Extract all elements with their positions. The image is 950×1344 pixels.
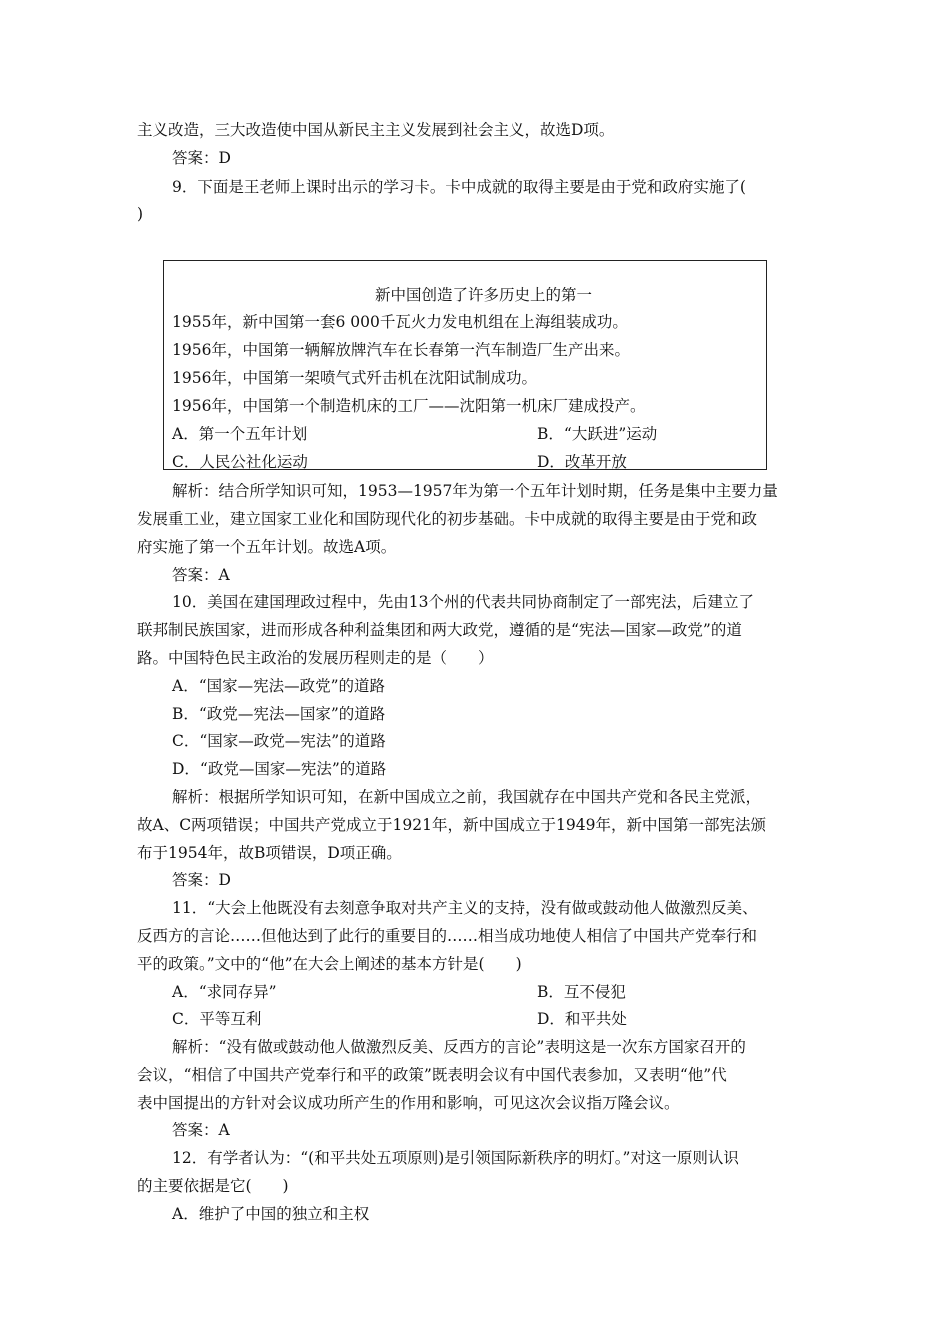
q9-answer: 答案：A xyxy=(172,566,230,584)
q11-analysis-line: 会议，“相信了中国共产党奉行和平的政策”既表明会议有中国代表参加，又表明“他”代 xyxy=(137,1066,727,1084)
q9-option-b: B．“大跃进”运动 xyxy=(537,425,658,443)
q11-answer: 答案：A xyxy=(172,1121,230,1139)
q9-analysis-line: 发展重工业，建立国家工业化和国防现代化的初步基础。卡中成就的取得主要是由于党和政 xyxy=(137,510,758,528)
q10-analysis-line: 故A、C两项错误；中国共产党成立于1921年，新中国成立于1949年，新中国第一部宪法颁 xyxy=(137,816,766,834)
q11-stem-line: 11．“大会上他既没有去刻意争取对共产主义的支持，没有做或鼓动他人做激烈反美、 xyxy=(172,899,758,917)
q12-stem-line: 12．有学者认为：“(和平共处五项原则)是引领国际新秩序的明灯。”对这一原则认识 xyxy=(172,1149,739,1167)
q12-stem-line: 的主要依据是它( ) xyxy=(137,1177,289,1195)
q9-card-item: 1956年，中国第一个制造机床的工厂——沈阳第一机床厂建成投产。 xyxy=(172,397,646,415)
q11-option-c: C．平等互利 xyxy=(172,1010,262,1028)
q10-answer: 答案：D xyxy=(172,871,231,889)
q12-option-a: A．维护了中国的独立和主权 xyxy=(172,1205,370,1223)
q9-stem-line2: ) xyxy=(137,205,144,223)
q9-option-a: A．第一个五年计划 xyxy=(172,425,308,443)
q10-stem-line: 10．美国在建国理政过程中，先由13个州的代表共同协商制定了一部宪法，后建立了 xyxy=(172,593,754,611)
q9-option-c: C．人民公社化运动 xyxy=(172,453,308,471)
q9-card-item: 1956年，中国第一架喷气式歼击机在沈阳试制成功。 xyxy=(172,369,537,387)
q11-stem-line: 平的政策。”文中的“他”在大会上阐述的基本方针是( ) xyxy=(137,955,522,973)
q9-analysis-line: 解析：结合所学知识可知，1953—1957年为第一个五年计划时期，任务是集中主要力量 xyxy=(172,482,778,500)
q11-option-d: D．和平共处 xyxy=(537,1010,627,1028)
q10-option-d: D．“政党—国家—宪法”的道路 xyxy=(172,760,387,778)
q10-analysis-line: 解析：根据所学知识可知，在新中国成立之前，我国就存在中国共产党和各民主党派， xyxy=(172,788,762,806)
q9-card-title: 新中国创造了许多历史上的第一 xyxy=(375,286,593,304)
prev-analysis-tail: 主义改造，三大改造使中国从新民主主义发展到社会主义，故选D项。 xyxy=(137,121,615,139)
q9-card-item: 1956年，中国第一辆解放牌汽车在长春第一汽车制造厂生产出来。 xyxy=(172,341,630,359)
q9-analysis-line: 府实施了第一个五年计划。故选A项。 xyxy=(137,538,397,556)
prev-answer: 答案：D xyxy=(172,149,231,167)
q10-option-b: B．“政党—宪法—国家”的道路 xyxy=(172,705,386,723)
q9-option-d: D．改革开放 xyxy=(537,453,627,471)
q11-option-a: A．“求同存异” xyxy=(172,983,277,1001)
q9-stem-line1: 9．下面是王老师上课时出示的学习卡。卡中成就的取得主要是由于党和政府实施了( xyxy=(172,178,746,196)
q10-option-c: C．“国家—政党—宪法”的道路 xyxy=(172,732,386,750)
q10-analysis-line: 布于1954年，故B项错误，D项正确。 xyxy=(137,844,402,862)
q11-analysis-line: 表中国提出的方针对会议成功所产生的作用和影响，可见这次会议指万隆会议。 xyxy=(137,1094,680,1112)
q10-stem-line: 路。中国特色民主政治的发展历程则走的是（ ） xyxy=(137,649,494,667)
q9-card-item: 1955年，新中国第一套6 000千瓦火力发电机组在上海组装成功。 xyxy=(172,313,628,331)
q11-stem-line: 反西方的言论……但他达到了此行的重要目的……相当成功地使人相信了中国共产党奉行和 xyxy=(137,927,758,945)
q11-option-b: B．互不侵犯 xyxy=(537,983,626,1001)
q10-option-a: A．“国家—宪法—政党”的道路 xyxy=(172,677,386,695)
q10-stem-line: 联邦制民族国家，进而形成各种利益集团和两大政党，遵循的是“宪法—国家—政党”的道 xyxy=(137,621,742,639)
q11-analysis-line: 解析：“没有做或鼓动他人做激烈反美、反西方的言论”表明这是一次东方国家召开的 xyxy=(172,1038,746,1056)
